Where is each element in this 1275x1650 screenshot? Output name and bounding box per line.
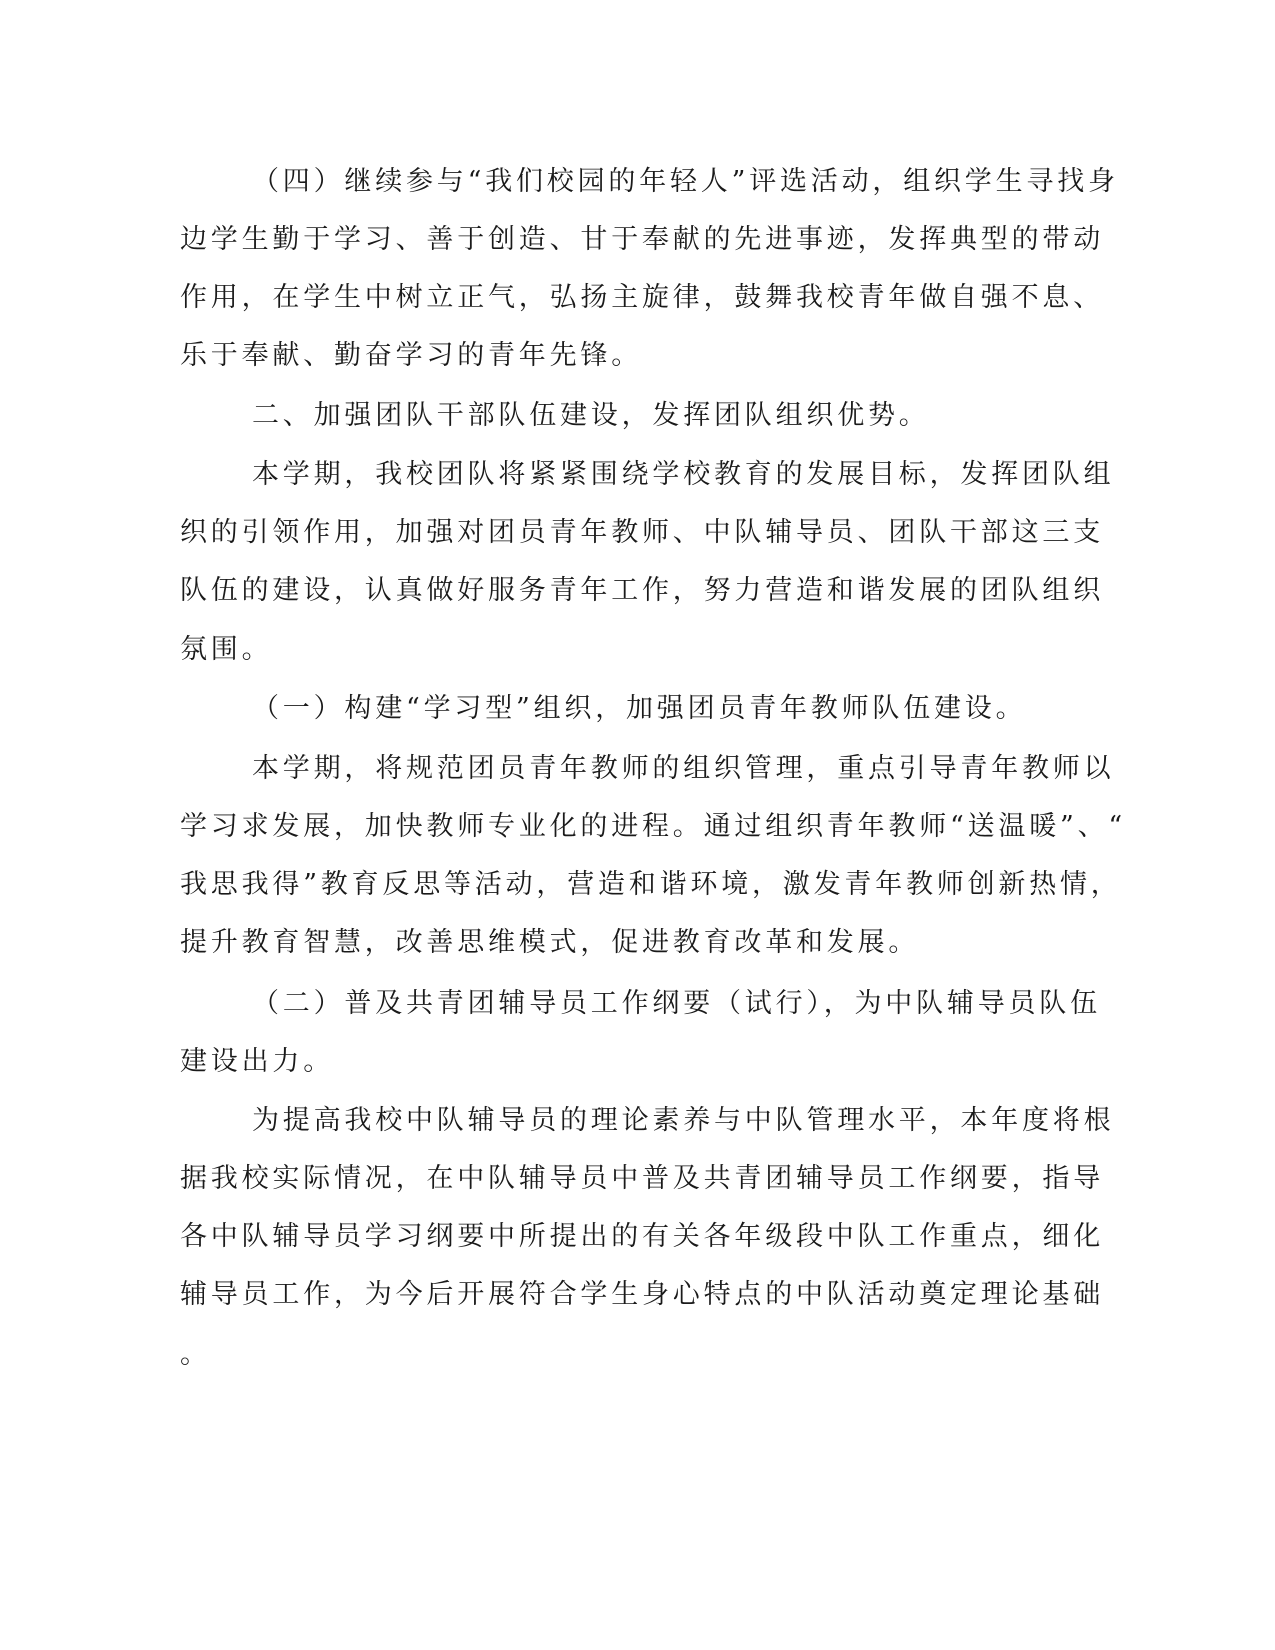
subsection-heading: （一）构建“学习型”组织，加强团员青年教师队伍建设。	[252, 693, 1027, 724]
text-line: 。	[180, 1339, 211, 1370]
subsection-heading: （二）普及共青团辅导员工作纲要（试行），为中队辅导员队伍	[252, 988, 1101, 1019]
text-line: 织的引领作用，加强对团员青年教师、中队辅导员、团队干部这三支	[180, 517, 1104, 548]
text-line: 辅导员工作，为今后开展符合学生身心特点的中队活动奠定理论基础	[180, 1279, 1104, 1310]
text-line: 我思我得”教育反思等活动，营造和谐环境，激发青年教师创新热情，	[180, 869, 1122, 900]
text-line: 各中队辅导员学习纲要中所提出的有关各年级段中队工作重点，细化	[180, 1221, 1104, 1252]
text-line: 边学生勤于学习、善于创造、甘于奉献的先进事迹，发挥典型的带动	[180, 224, 1104, 255]
text-line: 本学期，我校团队将紧紧围绕学校教育的发展目标，发挥团队组	[252, 459, 1115, 490]
text-line: 本学期，将规范团员青年教师的组织管理，重点引导青年教师以	[252, 753, 1115, 784]
subsection-heading-continued: 建设出力。	[180, 1046, 334, 1077]
text-line: 为提高我校中队辅导员的理论素养与中队管理水平，本年度将根	[252, 1105, 1115, 1136]
text-line: 氛围。	[180, 634, 273, 665]
text-line: 据我校实际情况，在中队辅导员中普及共青团辅导员工作纲要，指导	[180, 1163, 1104, 1194]
text-line: 作用，在学生中树立正气，弘扬主旋律，鼓舞我校青年做自强不息、	[180, 282, 1104, 313]
text-line: 学习求发展，加快教师专业化的进程。通过组织青年教师“送温暖”、“	[180, 811, 1127, 842]
text-line: （四）继续参与“我们校园的年轻人”评选活动，组织学生寻找身	[252, 166, 1119, 197]
section-heading: 二、加强团队干部队伍建设，发挥团队组织优势。	[252, 400, 930, 431]
text-line: 提升教育智慧，改善思维模式，促进教育改革和发展。	[180, 927, 920, 958]
text-line: 乐于奉献、勤奋学习的青年先锋。	[180, 340, 642, 371]
text-line: 队伍的建设，认真做好服务青年工作，努力营造和谐发展的团队组织	[180, 575, 1104, 606]
